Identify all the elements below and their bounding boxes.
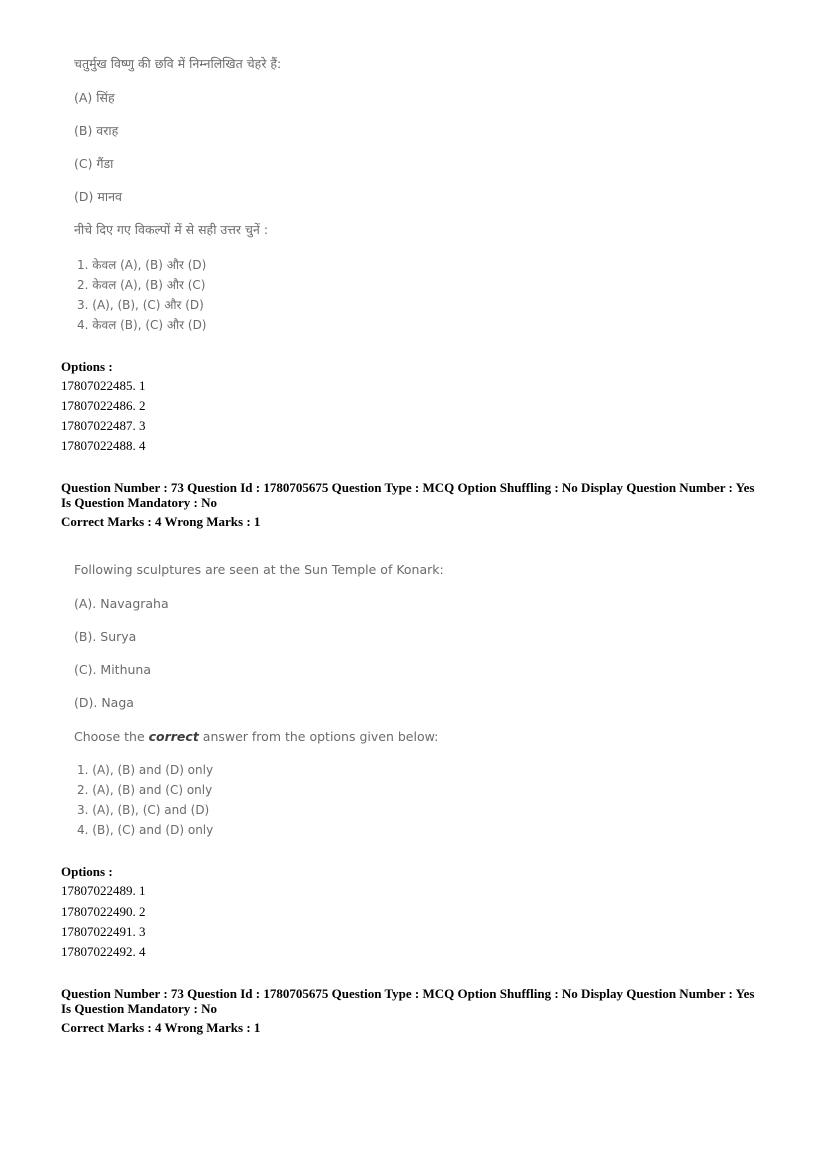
answer-choice: 4. केवल (B), (C) और (D) <box>77 318 207 332</box>
option-row: 17807022485. 1 <box>61 378 146 393</box>
answer-choice: 3. (A), (B), (C) और (D) <box>77 298 204 312</box>
instruction-text: answer from the options given below: <box>198 729 439 744</box>
statement-item: (B) वराह <box>74 123 119 138</box>
answer-choice: 4. (B), (C) and (D) only <box>77 823 214 837</box>
question-stem: चतुर्मुख विष्णु की छवि में निम्नलिखित चेहरे हैं: <box>74 56 282 71</box>
statement-item: (A). Navagraha <box>74 596 169 611</box>
answer-choice: 1. (A), (B) and (D) only <box>77 763 214 777</box>
option-row: 17807022491. 3 <box>61 924 146 939</box>
instruction-emphasis: correct <box>148 729 199 744</box>
question-instruction: नीचे दिए गए विकल्पों में से सही उत्तर चुनें : <box>74 222 269 237</box>
question-mandatory-line: Is Question Mandatory : No <box>61 1001 218 1016</box>
answer-choice: 2. केवल (A), (B) और (C) <box>77 278 206 292</box>
statement-item: (B). Surya <box>74 629 137 644</box>
question-stem: Following sculptures are seen at the Sun Temple of Konark: <box>74 562 444 577</box>
statement-item: (D) मानव <box>74 189 122 204</box>
option-row: 17807022489. 1 <box>61 883 146 898</box>
option-row: 17807022488. 4 <box>61 438 146 453</box>
question-mandatory-line: Is Question Mandatory : No <box>61 495 218 510</box>
option-row: 17807022490. 2 <box>61 904 146 919</box>
question-marks-line: Correct Marks : 4 Wrong Marks : 1 <box>61 1020 261 1035</box>
statement-item: (C) गैंडा <box>74 156 114 171</box>
option-row: 17807022492. 4 <box>61 944 146 959</box>
statement-item: (A) सिंह <box>74 90 115 105</box>
question-meta-line: Question Number : 73 Question Id : 1780705675 Question Type : MCQ Option Shuffling : No Display Question Number : Yes <box>61 480 755 495</box>
answer-choice: 3. (A), (B), (C) and (D) <box>77 803 210 817</box>
statement-item: (C). Mithuna <box>74 662 152 677</box>
answer-choice: 1. केवल (A), (B) और (D) <box>77 258 207 272</box>
options-label: Options : <box>61 359 113 374</box>
question-meta-line: Question Number : 73 Question Id : 1780705675 Question Type : MCQ Option Shuffling : No Display Question Number : Yes <box>61 986 755 1001</box>
instruction-text: Choose the <box>74 729 149 744</box>
question-instruction <box>74 729 438 744</box>
option-row: 17807022487. 3 <box>61 418 146 433</box>
question-marks-line: Correct Marks : 4 Wrong Marks : 1 <box>61 514 261 529</box>
answer-choice: 2. (A), (B) and (C) only <box>77 783 213 797</box>
statement-item: (D). Naga <box>74 695 134 710</box>
option-row: 17807022486. 2 <box>61 398 146 413</box>
options-label: Options : <box>61 864 113 879</box>
